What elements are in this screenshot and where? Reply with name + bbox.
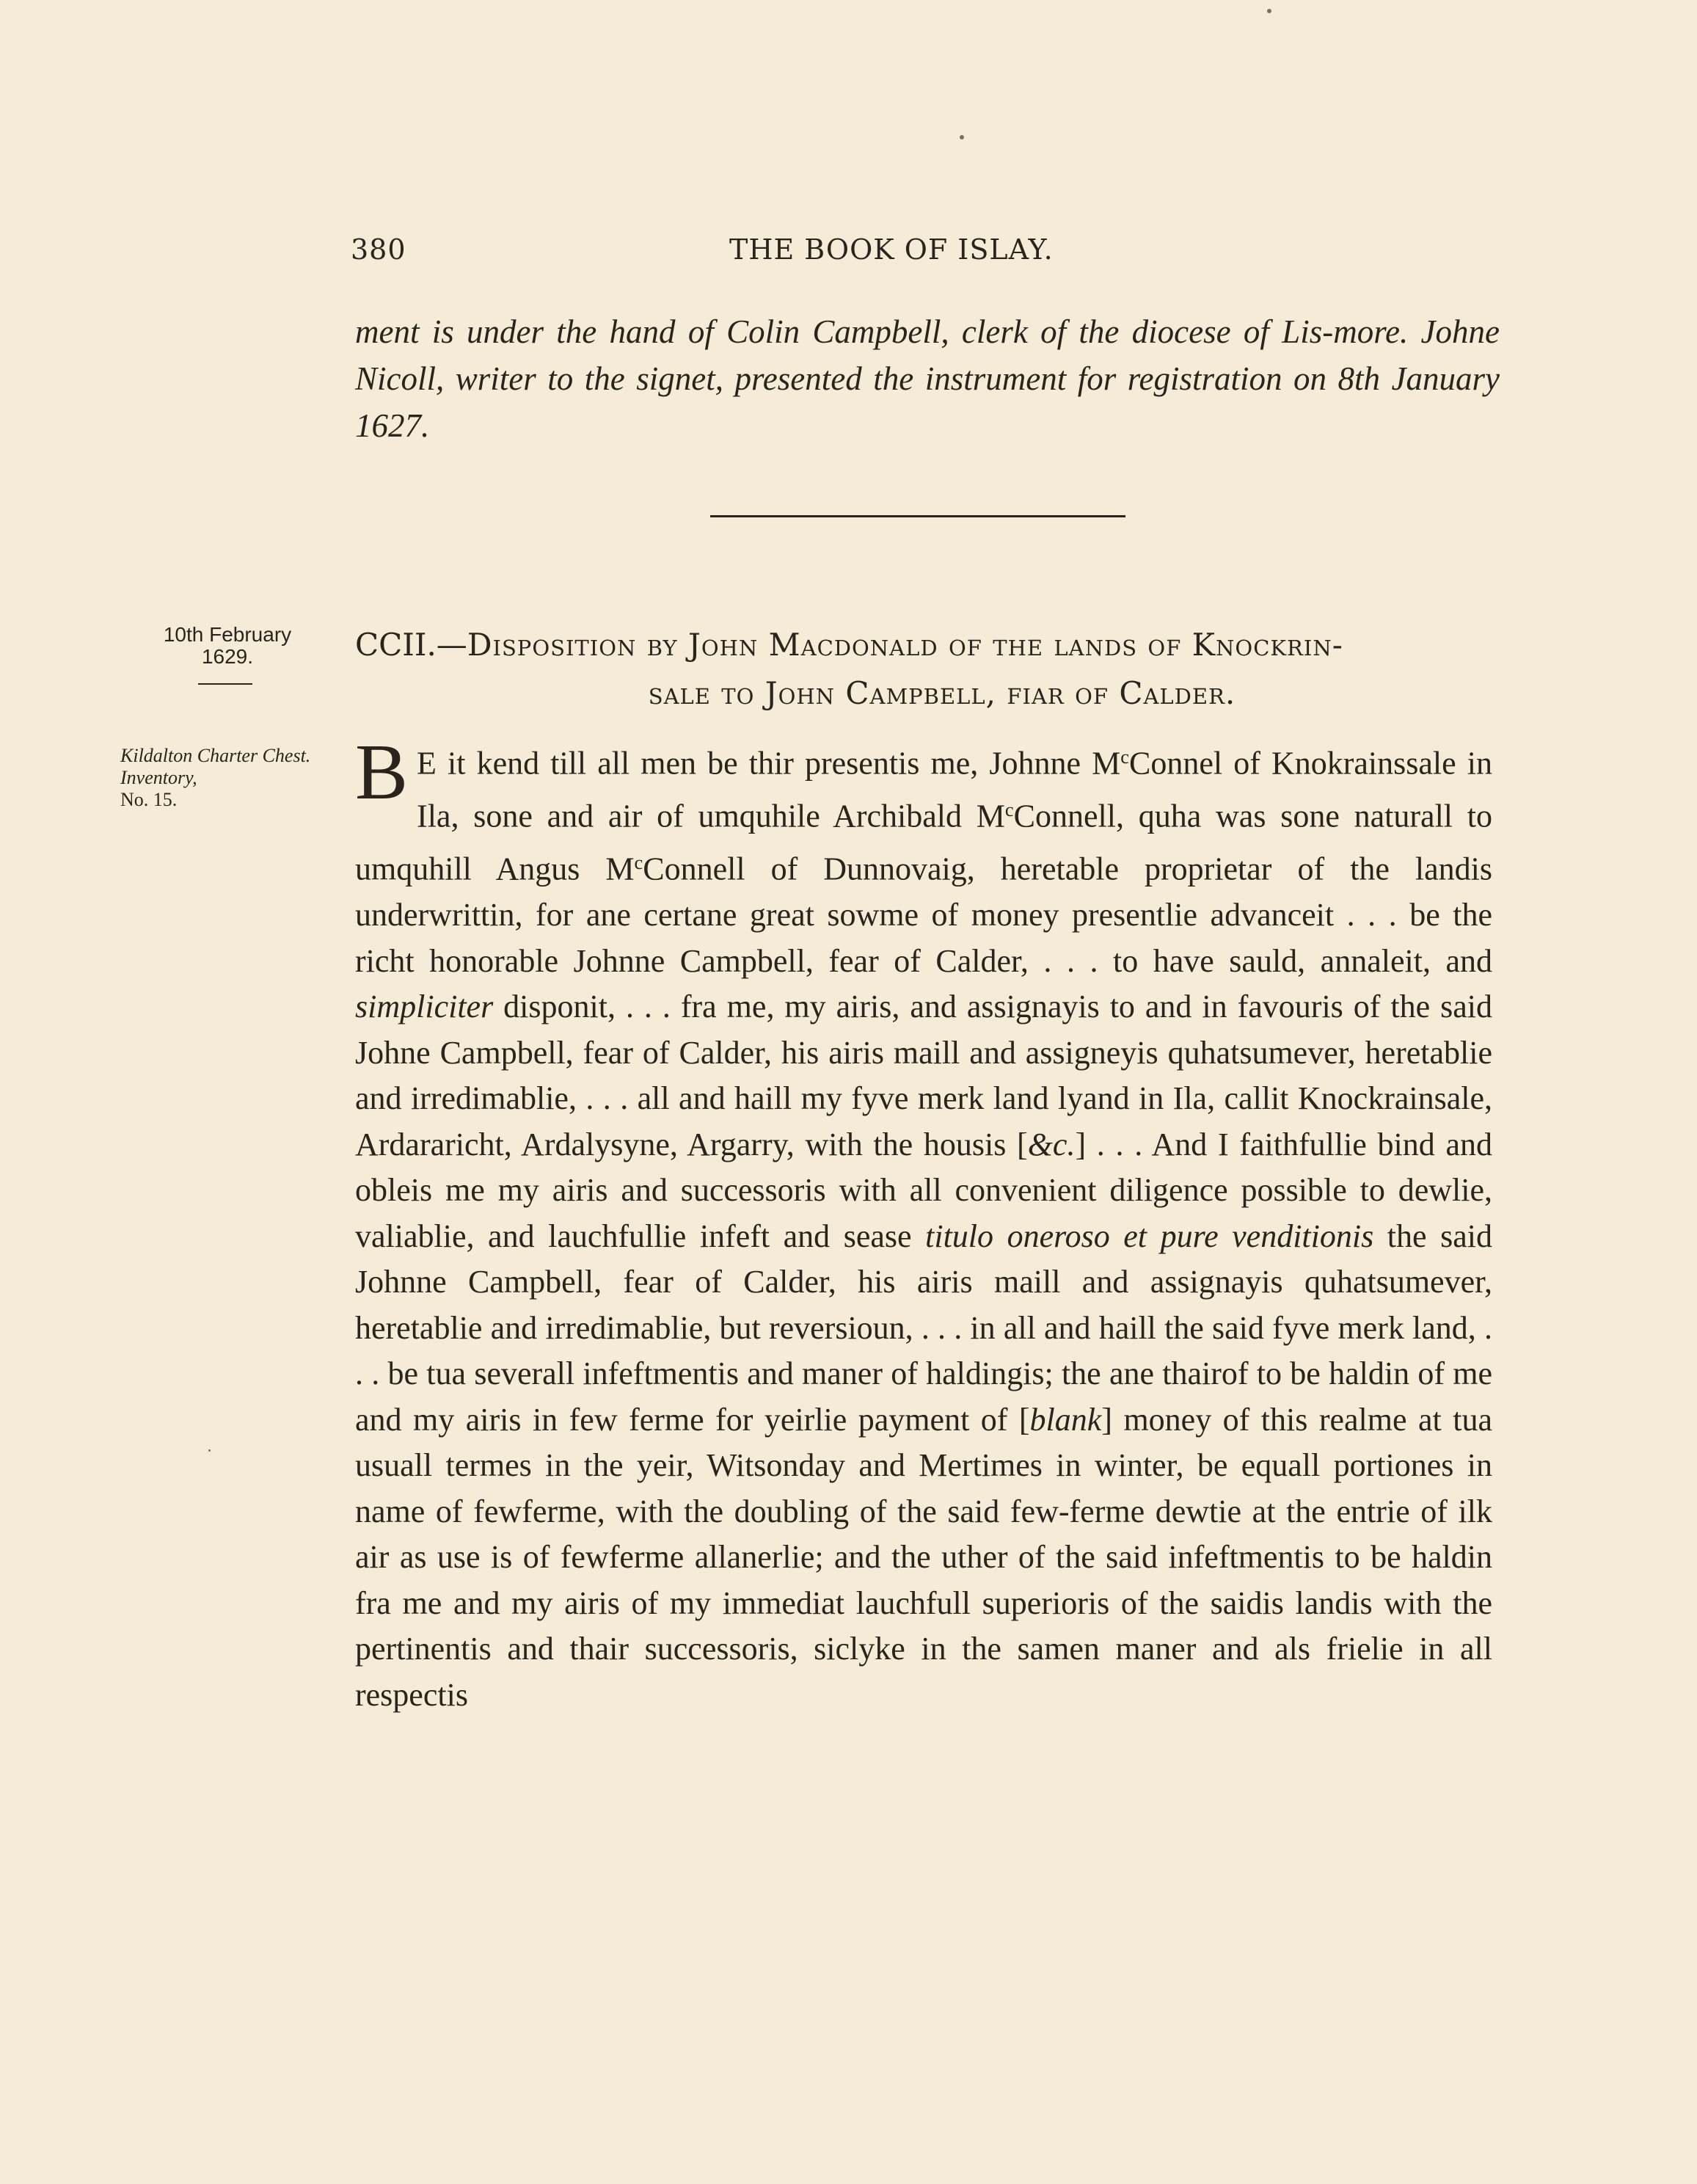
section-divider <box>710 515 1125 517</box>
italic-simpliciter: simpliciter <box>355 989 494 1025</box>
document-heading-line1 <box>355 621 1500 669</box>
margin-source-note <box>120 745 320 811</box>
document-title-line2: sale to John Campbell, fiar of Calder. <box>648 675 1236 711</box>
sup-c2: c <box>1004 798 1014 821</box>
carryover-paragraph <box>355 308 1500 449</box>
margin-source-italic: Kildalton Charter Chest. Inventory, <box>120 745 311 788</box>
margin-date-rule <box>198 683 252 685</box>
carryover-text: ment is under the hand of Colin Campbell, clerk of the diocese of Lis-more. Johne Nicoll, writer to the signet, presented the instrument for registration on 8th January 1627. <box>355 313 1500 444</box>
running-title: THE BOOK OF ISLAY. <box>729 233 1054 266</box>
italic-blank: blank <box>1029 1401 1102 1438</box>
italic-etc: &c. <box>1027 1126 1076 1162</box>
body-seg3: Connell, quha was sone naturall to umquhill Angus M <box>355 798 1493 887</box>
body-seg5: disponit, . . . fra me, my airis, and assignayis to and in favouris of the said Johne Campbell, fear of Calder, his airis maill and assigneyis quhatsumever, heretablie and irredimablie, . . . all and haill my fyve merk land lyand in Ila, callit Knockrainsale, Ardararicht, Ardalysyne, Argarry, with the housis [ <box>355 989 1492 1162</box>
body-seg2: Connel of Knokrainssale in Ila, sone and air of umquhile Archibald M <box>417 745 1492 834</box>
page-number: 380 <box>351 233 406 266</box>
body-seg1: E it kend till all men be thir presentis me, Johnne M <box>417 745 1121 782</box>
sup-c3: c <box>634 851 643 874</box>
document-heading <box>355 621 1500 718</box>
body-seg8: ] money of this realme at tua usuall termes in the yeir, Witsonday and Mertimes in winter, be equall portiones in name of fewferme, with the doubling of the said few-ferme dewtie at the entrie of ilk air as use is of fewferme allanerlie; and the uther of the said infeftmentis to be haldin fra me and my airis of my immediat lauchfull superioris of the saidis landis with the pertinentis and thair successoris, siclyke in the samen maner and als frielie in all respectis <box>355 1401 1492 1713</box>
sup-c1: c <box>1120 746 1129 768</box>
body-seg7: the said Johnne Campbell, fear of Calder, his airis maill and assignayis quhatsumever, heretablie and irredimablie, but reversioun, . . . in all and haill the said fyve merk land, . . . be tua severall infeftmentis and maner of haldingis; the ane thairof to be haldin of me and my airis in few ferme for yeirlie payment of [ <box>355 1217 1492 1438</box>
drop-cap: B <box>355 729 409 816</box>
body-seg4: Connell of Dunnovaig, heretable proprietar of the landis underwrittin, for ane certane great sowme of money presentlie advanceit . . . be the richt honorable Johnne Campbell, fear of Calder, . . . to have sauld, annaleit, and <box>355 851 1492 979</box>
margin-date <box>139 624 315 668</box>
margin-date-line2: 1629. <box>201 645 254 668</box>
margin-source-number: No. 15. <box>120 789 178 810</box>
body-paragraph <box>355 729 1493 1718</box>
document-number: CCII.— <box>355 627 467 663</box>
document-body <box>355 729 1493 1718</box>
italic-titulo: titulo oneroso et pure venditionis <box>925 1217 1374 1254</box>
margin-date-line1: 10th February <box>163 623 292 646</box>
document-title-line1: Disposition by John Macdonald of the lands of Knockrin- <box>467 627 1343 663</box>
body-seg6: ] . . . And I faithfullie bind and obleis me my airis and successoris with all convenient diligence possible to dewlie, valiablie, and lauchfullie infeft and sease <box>355 1126 1492 1254</box>
